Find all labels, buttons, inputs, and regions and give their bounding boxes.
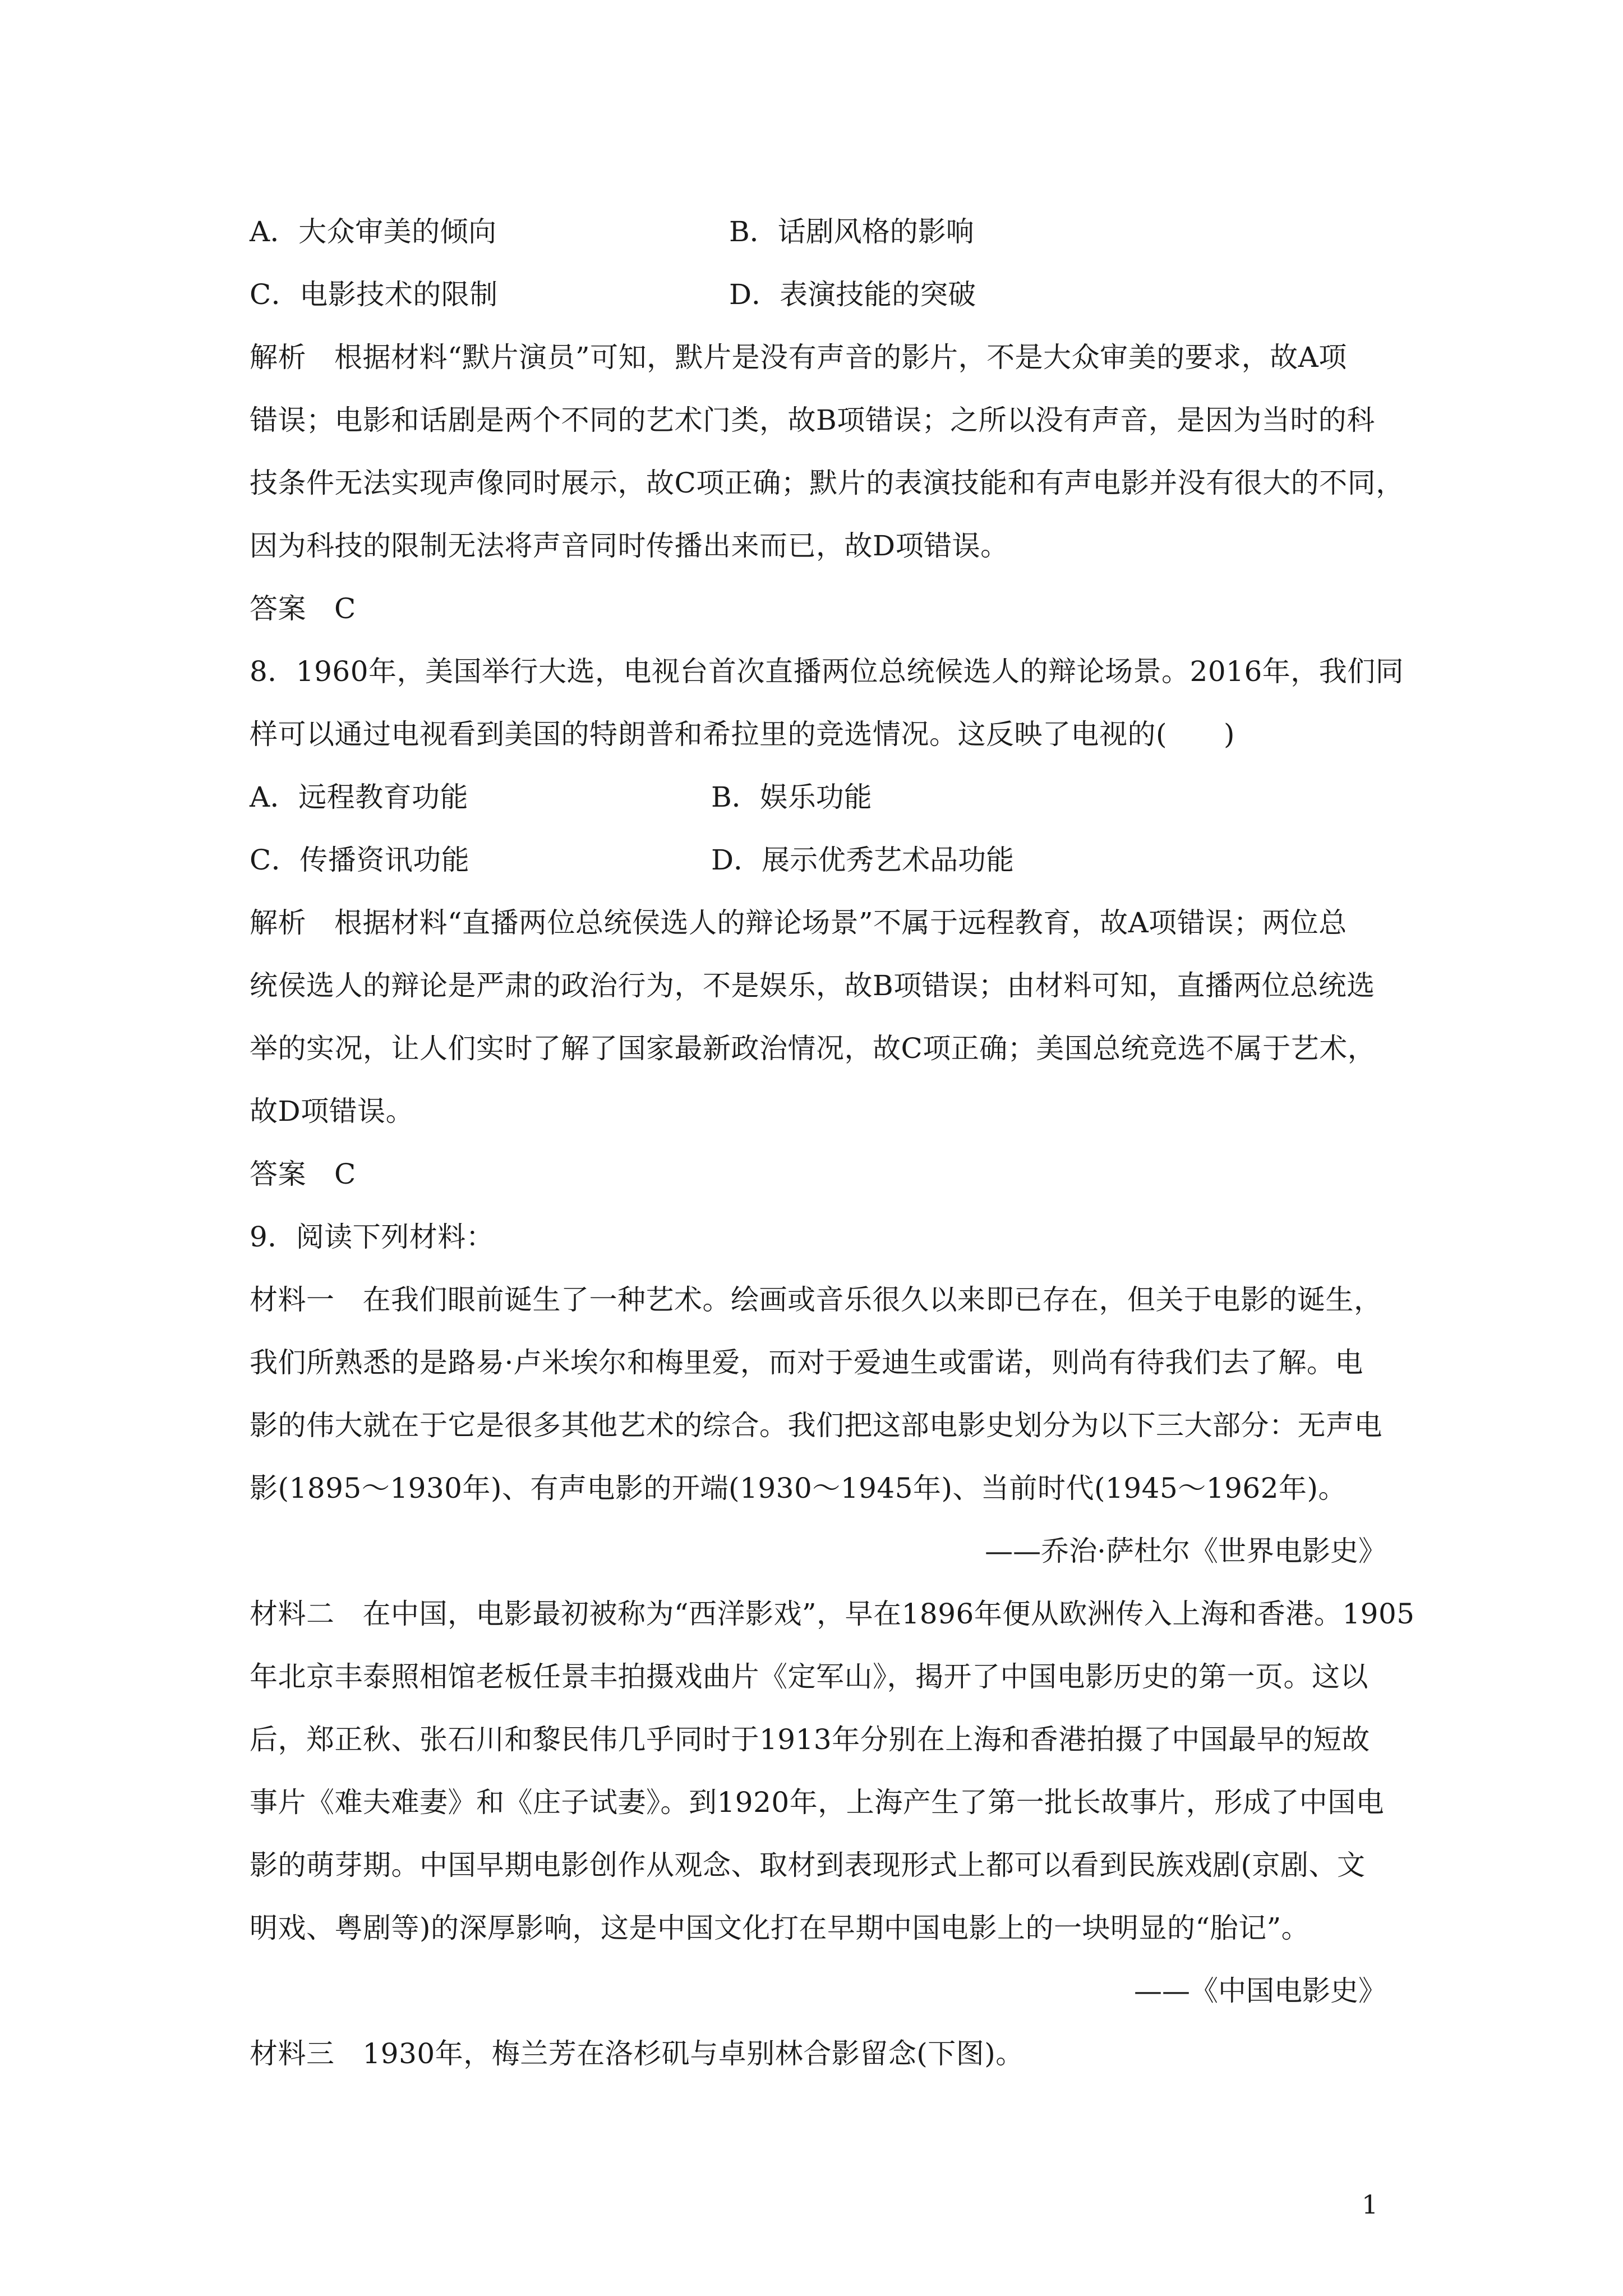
q9-material1-source: ——乔治·萨杜尔《世界电影史》 bbox=[985, 1535, 1386, 1567]
q9-material3-line bbox=[250, 2034, 1388, 2073]
q9-material2-line-2: 年北京丰泰照相馆老板任景丰拍摄戏曲片《定军山》，揭开了中国电影历史的第一页。这以 bbox=[250, 1660, 1368, 1693]
q8-analysis-text-1: 根据材料“直播两位总统侯选人的辩论场景”不属于远程教育，故A项错误；两位总 bbox=[334, 907, 1347, 939]
q8-analysis-line-4: 故D项错误。 bbox=[250, 1095, 414, 1128]
q7-analysis-line-3: 技条件无法实现声像同时展示，故C项正确；默片的表演技能和有声电影并没有很大的不同， bbox=[250, 467, 1404, 499]
q8-analysis-label: 解析 bbox=[250, 907, 306, 939]
q9-material1-text-1: 在我们眼前诞生了一种艺术。绘画或音乐很久以来即已存在，但关于电影的诞生， bbox=[362, 1283, 1382, 1316]
q7-analysis-text-1: 根据材料“默片演员”可知，默片是没有声音的影片，不是大众审美的要求，故A项 bbox=[334, 341, 1347, 374]
q7-analysis-line-2: 错误；电影和话剧是两个不同的艺术门类，故B项错误；之所以没有声音，是因为当时的科 bbox=[250, 404, 1375, 436]
q8-option-b: B．娱乐功能 bbox=[711, 781, 872, 813]
q9-material2-source: ——《中国电影史》 bbox=[1134, 1975, 1386, 2007]
q9-material1-line-3: 影的伟大就在于它是很多其他艺术的综合。我们把这部电影史划分为以下三大部分：无声电 bbox=[250, 1409, 1382, 1442]
q8-answer-value: C bbox=[334, 1158, 356, 1190]
q9-material1-line-4: 影(1895～1930年)、有声电影的开端(1930～1945年)、当前时代(1945～1962年)。 bbox=[250, 1472, 1347, 1504]
q8-option-c: C．传播资讯功能 bbox=[250, 844, 470, 876]
q9-material2-line-5: 影的萌芽期。中国早期电影创作从观念、取材到表现形式上都可以看到民族戏剧(京剧、文 bbox=[250, 1849, 1366, 1881]
q7-option-c: C．电影技术的限制 bbox=[250, 278, 498, 311]
q8-stem-line-1: 8．1960年，美国举行大选，电视台首次直播两位总统候选人的辩论场景。2016年，我们同 bbox=[250, 655, 1404, 688]
q7-answer-value: C bbox=[334, 592, 356, 625]
q8-answer bbox=[250, 1154, 1388, 1194]
q9-material3-text: 1930年，梅兰芳在洛杉矶与卓别林合影留念(下图)。 bbox=[362, 2037, 1024, 2070]
q7-analysis-label: 解析 bbox=[250, 341, 306, 374]
q7-answer bbox=[250, 589, 1388, 628]
q8-analysis-line-2: 统侯选人的辩论是严肃的政治行为，不是娱乐，故B项错误；由材料可知，直播两位总统选 bbox=[250, 969, 1375, 1002]
q9-material2-line-6: 明戏、粤剧等)的深厚影响，这是中国文化打在早期中国电影上的一块明显的“胎记”。 bbox=[250, 1912, 1310, 1944]
q7-option-b: B．话剧风格的影响 bbox=[729, 215, 974, 248]
q8-option-d: D．展示优秀艺术品功能 bbox=[711, 844, 1015, 876]
q7-analysis-line-1 bbox=[250, 338, 1388, 377]
page-number: 1 bbox=[1362, 2189, 1378, 2220]
q9-material1-label: 材料一 bbox=[250, 1283, 335, 1316]
q9-material2-text-1: 在中国，电影最初被称为“西洋影戏”，早在1896年便从欧洲传入上海和香港。1905 bbox=[362, 1598, 1415, 1630]
q9-material2-line-4: 事片《难夫难妻》和《庄子试妻》。到1920年，上海产生了第一批长故事片，形成了中国电 bbox=[250, 1786, 1385, 1819]
q7-analysis-line-4: 因为科技的限制无法将声音同时传播出来而已，故D项错误。 bbox=[250, 530, 1009, 562]
q9-material1-line-2: 我们所熟悉的是路易·卢米埃尔和梅里爱，而对于爱迪生或雷诺，则尚有待我们去了解。电 bbox=[250, 1346, 1363, 1379]
q7-option-a: A．大众审美的倾向 bbox=[250, 215, 497, 248]
q9-stem: 9．阅读下列材料： bbox=[250, 1221, 495, 1253]
q9-material3-label: 材料三 bbox=[250, 2037, 335, 2070]
q8-answer-label: 答案 bbox=[250, 1158, 306, 1190]
q8-analysis-line-1 bbox=[250, 903, 1388, 942]
q7-option-d: D．表演技能的突破 bbox=[729, 278, 976, 311]
q8-analysis-line-3: 举的实况，让人们实时了解了国家最新政治情况，故C项正确；美国总统竞选不属于艺术， bbox=[250, 1032, 1376, 1065]
q9-material2-label: 材料二 bbox=[250, 1598, 335, 1630]
q9-material2-line-1 bbox=[250, 1594, 1415, 1634]
q7-answer-label: 答案 bbox=[250, 592, 306, 625]
q9-material1-line-1 bbox=[250, 1280, 1388, 1319]
q8-stem-line-2: 样可以通过电视看到美国的特朗普和希拉里的竞选情况。这反映了电视的( ) bbox=[250, 718, 1235, 751]
q9-material2-line-3: 后，郑正秋、张石川和黎民伟几乎同时于1913年分别在上海和香港拍摄了中国最早的短故 bbox=[250, 1723, 1370, 1756]
q8-option-a: A．远程教育功能 bbox=[250, 781, 469, 813]
